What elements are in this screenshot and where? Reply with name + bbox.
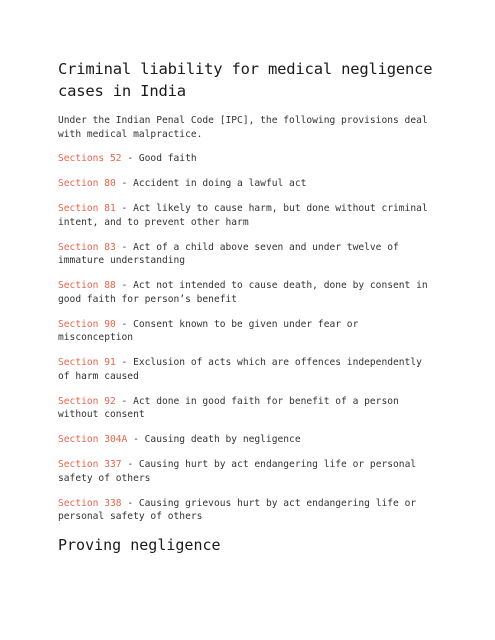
section-item xyxy=(58,497,438,524)
section-description: - Causing death by negligence xyxy=(127,434,301,445)
section-description: - Act likely to cause harm, but done without criminal intent, and to prevent other harm xyxy=(58,203,428,228)
section-link[interactable]: Section 337 xyxy=(58,459,122,470)
section-item xyxy=(58,241,438,268)
section-link[interactable]: Section 92 xyxy=(58,395,116,407)
section-link[interactable]: Section 80 xyxy=(58,178,116,189)
section-link[interactable]: Section 338 xyxy=(58,497,122,509)
section-item xyxy=(58,177,438,191)
section-item xyxy=(58,279,438,306)
section-item xyxy=(58,433,438,447)
section-description: - Accident in doing a lawful act xyxy=(115,178,307,189)
section-description: - Good faith xyxy=(121,153,197,164)
section-link[interactable]: Section 91 xyxy=(58,357,116,368)
section-item xyxy=(58,395,438,422)
section-heading: Proving negligence xyxy=(58,536,221,554)
section-link[interactable]: Section 90 xyxy=(58,318,116,330)
section-description: - Causing grievous hurt by act endangering life or personal safety of others xyxy=(58,497,417,522)
section-item xyxy=(58,152,438,166)
section-item xyxy=(58,458,438,485)
section-description: - Causing hurt by act endangering life or personal safety of others xyxy=(58,459,417,484)
section-description: - Act of a child above seven and under twelve of immature understanding xyxy=(58,241,399,266)
section-description: - Act done in good faith for benefit of a person without consent xyxy=(58,395,399,420)
section-description: - Consent known to be given under fear or misconception xyxy=(58,318,359,343)
section-link[interactable]: Section 83 xyxy=(58,241,116,253)
section-item xyxy=(58,318,438,345)
page-title: Criminal liability for medical negligence cases in India xyxy=(58,60,433,100)
intro-paragraph: Under the Indian Penal Code [IPC], the following provisions deal with medical malpractice. xyxy=(58,115,428,140)
section-item xyxy=(58,202,438,229)
section-link[interactable]: Sections 52 xyxy=(58,153,122,164)
section-link[interactable]: Section 81 xyxy=(58,203,116,214)
section-description: - Exclusion of acts which are offences independently of harm caused xyxy=(58,357,422,382)
section-link[interactable]: Section 304A xyxy=(58,434,128,445)
document-page xyxy=(58,58,438,555)
section-description: - Act not intended to cause death, done by consent in good faith for person’s benefit xyxy=(58,280,428,305)
section-link[interactable]: Section 88 xyxy=(58,280,116,291)
section-item xyxy=(58,356,438,383)
